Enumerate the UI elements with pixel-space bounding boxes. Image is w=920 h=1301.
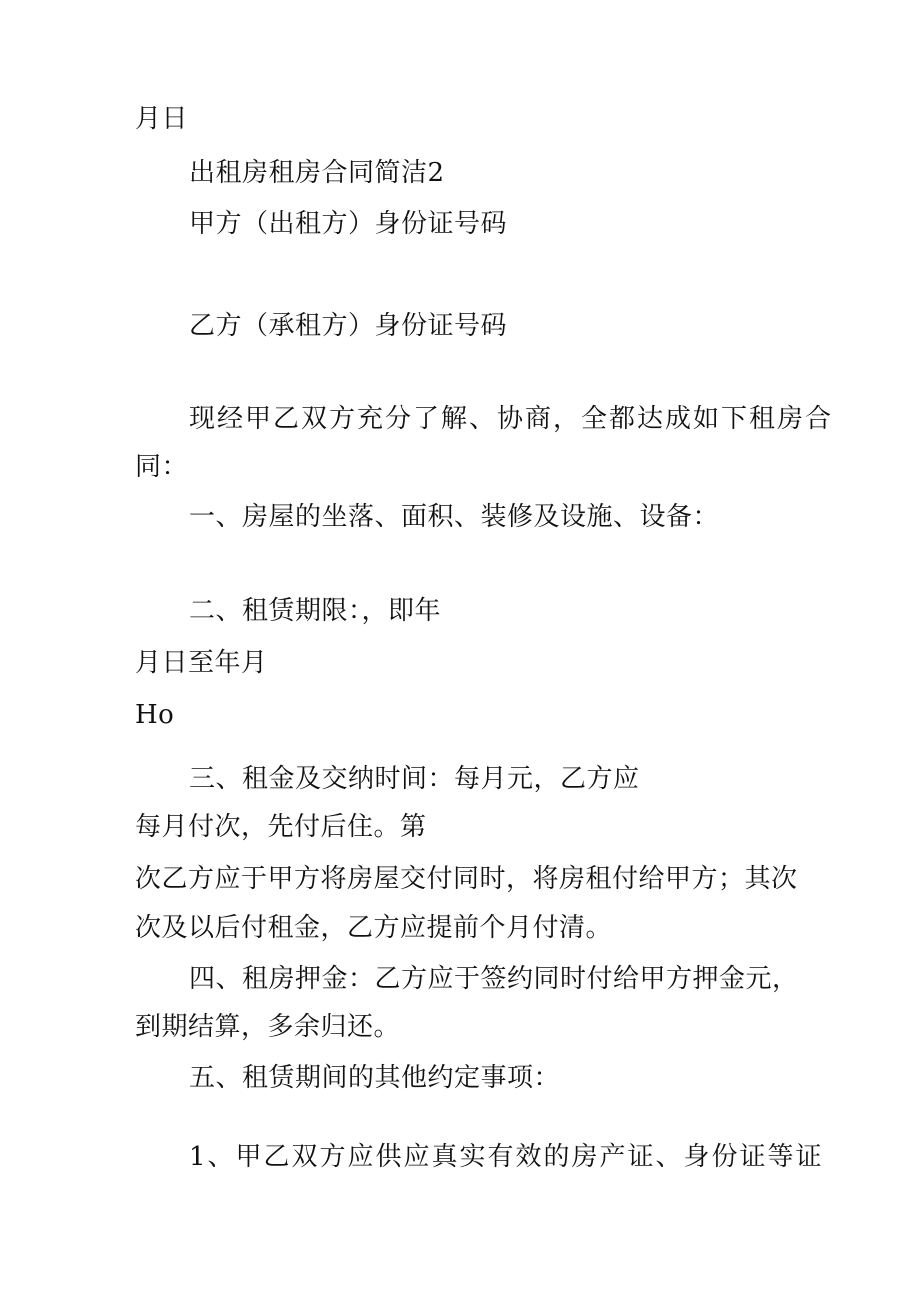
clause-2-dates: 月日至年月 (135, 648, 268, 678)
clause-5-item-1: 1、甲乙双方应供应真实有效的房产证、身份证等证 (189, 1142, 824, 1172)
party-a-line: 甲方（出租方）身份证号码 (189, 209, 508, 239)
line-date-fragment: 月日 (135, 104, 189, 134)
clause-2-heading: 二、租赁期限：，即年 (189, 596, 442, 626)
section-title: 出租房租房合同简洁2 (189, 158, 445, 188)
clause-4-heading: 四、租房押金：乙方应于签约同时付给甲方押金元， (189, 964, 799, 994)
intro-paragraph-line-2: 同： (135, 452, 189, 482)
intro-paragraph-line-1: 现经甲乙双方充分了解、协商，全都达成如下租房合 (189, 404, 834, 434)
clause-3-line-2: 每月付次，先付后住。第 (135, 812, 427, 842)
clause-3-line-3: 次乙方应于甲方将房屋交付同时，将房租付给甲方；其次 (135, 864, 798, 894)
clause-5-heading: 五、租赁期间的其他约定事项： (189, 1063, 561, 1093)
clause-3-line-4: 次及以后付租金，乙方应提前个月付清。 (135, 913, 613, 943)
party-b-line: 乙方（承租方）身份证号码 (189, 311, 508, 341)
clause-4-line-2: 到期结算，多余归还。 (135, 1012, 401, 1042)
clause-3-heading: 三、租金及交纳时间：每月元，乙方应 (189, 764, 640, 794)
clause-2-fragment: Ho (135, 700, 175, 730)
clause-1-heading: 一、房屋的坐落、面积、装修及设施、设备： (189, 502, 720, 532)
